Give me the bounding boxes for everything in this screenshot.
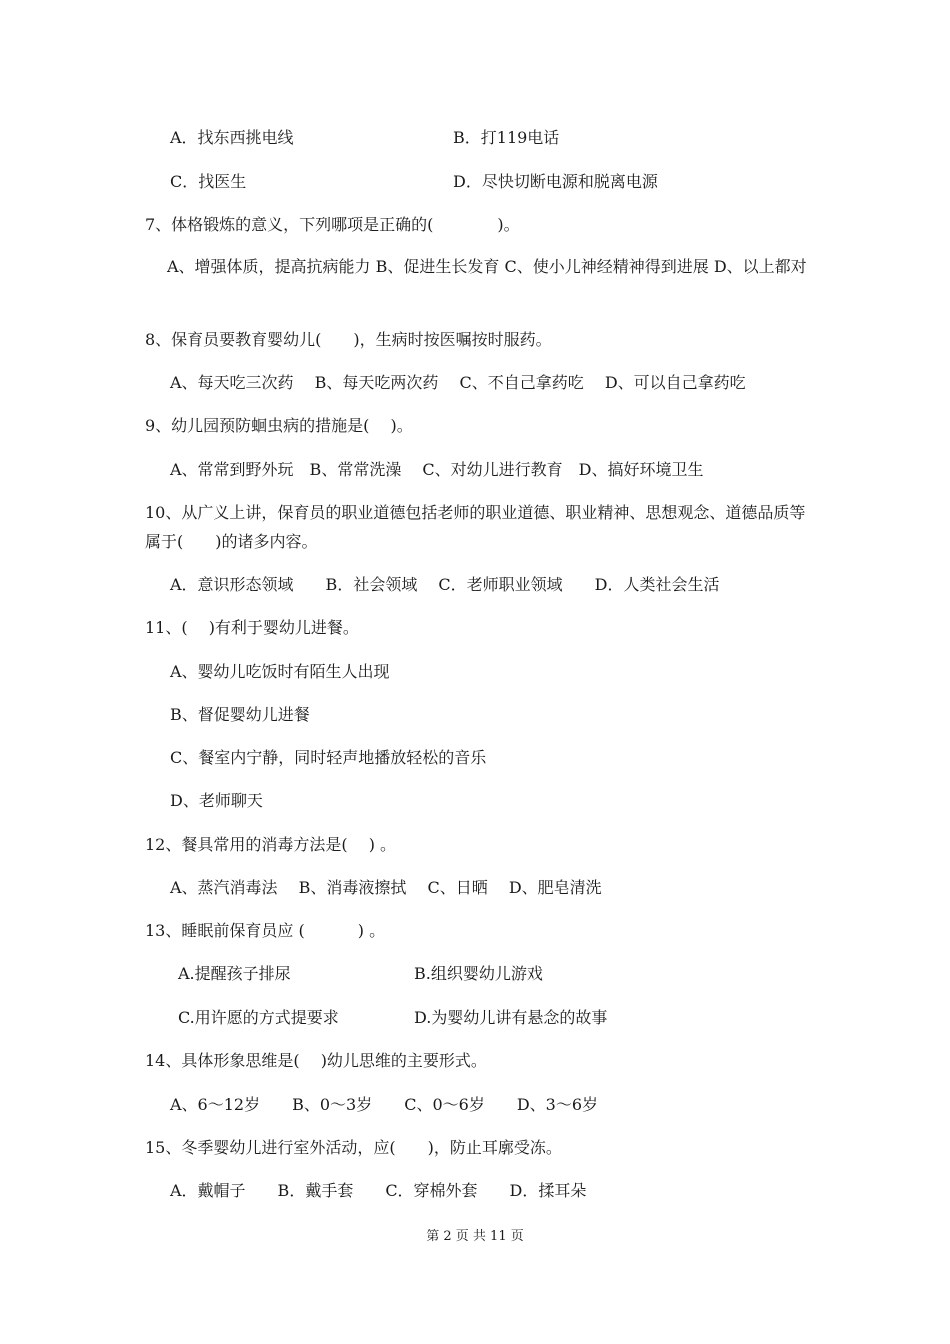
q13-option-c: C.用许愿的方式提要求 [178, 1008, 339, 1027]
q10-stem: 10、从广义上讲，保育员的职业道德包括老师的职业道德、职业精神、思想观念、道德品质等属于( )的诸多内容。 [145, 503, 806, 551]
q14-options: A、6～12岁 B、0～3岁 C、0～6岁 D、3～6岁 [170, 1095, 599, 1114]
q11-option-b: B、督促婴幼儿进餐 [170, 705, 310, 724]
q8-stem: 8、保育员要教育婴幼儿( )，生病时按医嘱按时服药。 [145, 330, 552, 349]
q7-options [145, 252, 810, 281]
q11-option-d: D、老师聊天 [170, 791, 263, 810]
q6-option-a: A．找东西挑电线 [170, 128, 294, 147]
q15-options: A．戴帽子 B．戴手套 C．穿棉外套 D．揉耳朵 [170, 1181, 587, 1200]
q13-option-d: D.为婴幼儿讲有悬念的故事 [414, 1008, 608, 1027]
q9-options: A、常常到野外玩 B、常常洗澡 C、对幼儿进行教育 D、搞好环境卫生 [170, 460, 704, 479]
q13-stem: 13、睡眠前保育员应 ( ) 。 [145, 921, 386, 940]
q6-option-b: B．打119电话 [453, 128, 560, 147]
q11-option-a: A、婴幼儿吃饭时有陌生人出现 [170, 662, 390, 681]
q14-stem: 14、具体形象思维是( )幼儿思维的主要形式。 [145, 1051, 487, 1070]
q7-stem: 7、体格锻炼的意义，下列哪项是正确的( )。 [145, 215, 520, 234]
q7-options-text: A、增强体质，提高抗病能力 B、促进生长发育 C、使小儿神经精神得到进展 D、以上都对 [167, 257, 807, 276]
q11-stem: 11、( )有利于婴幼儿进餐。 [145, 618, 359, 637]
q13-option-a: A.提醒孩子排尿 [178, 964, 291, 983]
q12-stem: 12、餐具常用的消毒方法是( ) 。 [145, 835, 397, 854]
q6-option-d: D．尽快切断电源和脱离电源 [453, 172, 658, 191]
page-number-footer: 第 2 页 共 11 页 [426, 1229, 524, 1244]
q9-stem: 9、幼儿园预防蛔虫病的措施是( )。 [145, 416, 413, 435]
q11-option-c: C、餐室内宁静，同时轻声地播放轻松的音乐 [170, 748, 487, 767]
q12-options: A、蒸汽消毒法 B、消毒液擦拭 C、日晒 D、肥皂清洗 [170, 878, 602, 897]
q13-option-b: B.组织婴幼儿游戏 [414, 964, 543, 983]
q10-options: A．意识形态领域 B．社会领域 C．老师职业领域 D．人类社会生活 [170, 575, 720, 594]
q6-option-c: C．找医生 [170, 172, 247, 191]
q15-stem: 15、冬季婴幼儿进行室外活动，应( )，防止耳廓受冻。 [145, 1138, 562, 1157]
q8-options: A、每天吃三次药 B、每天吃两次药 C、不自己拿药吃 D、可以自己拿药吃 [170, 373, 746, 392]
